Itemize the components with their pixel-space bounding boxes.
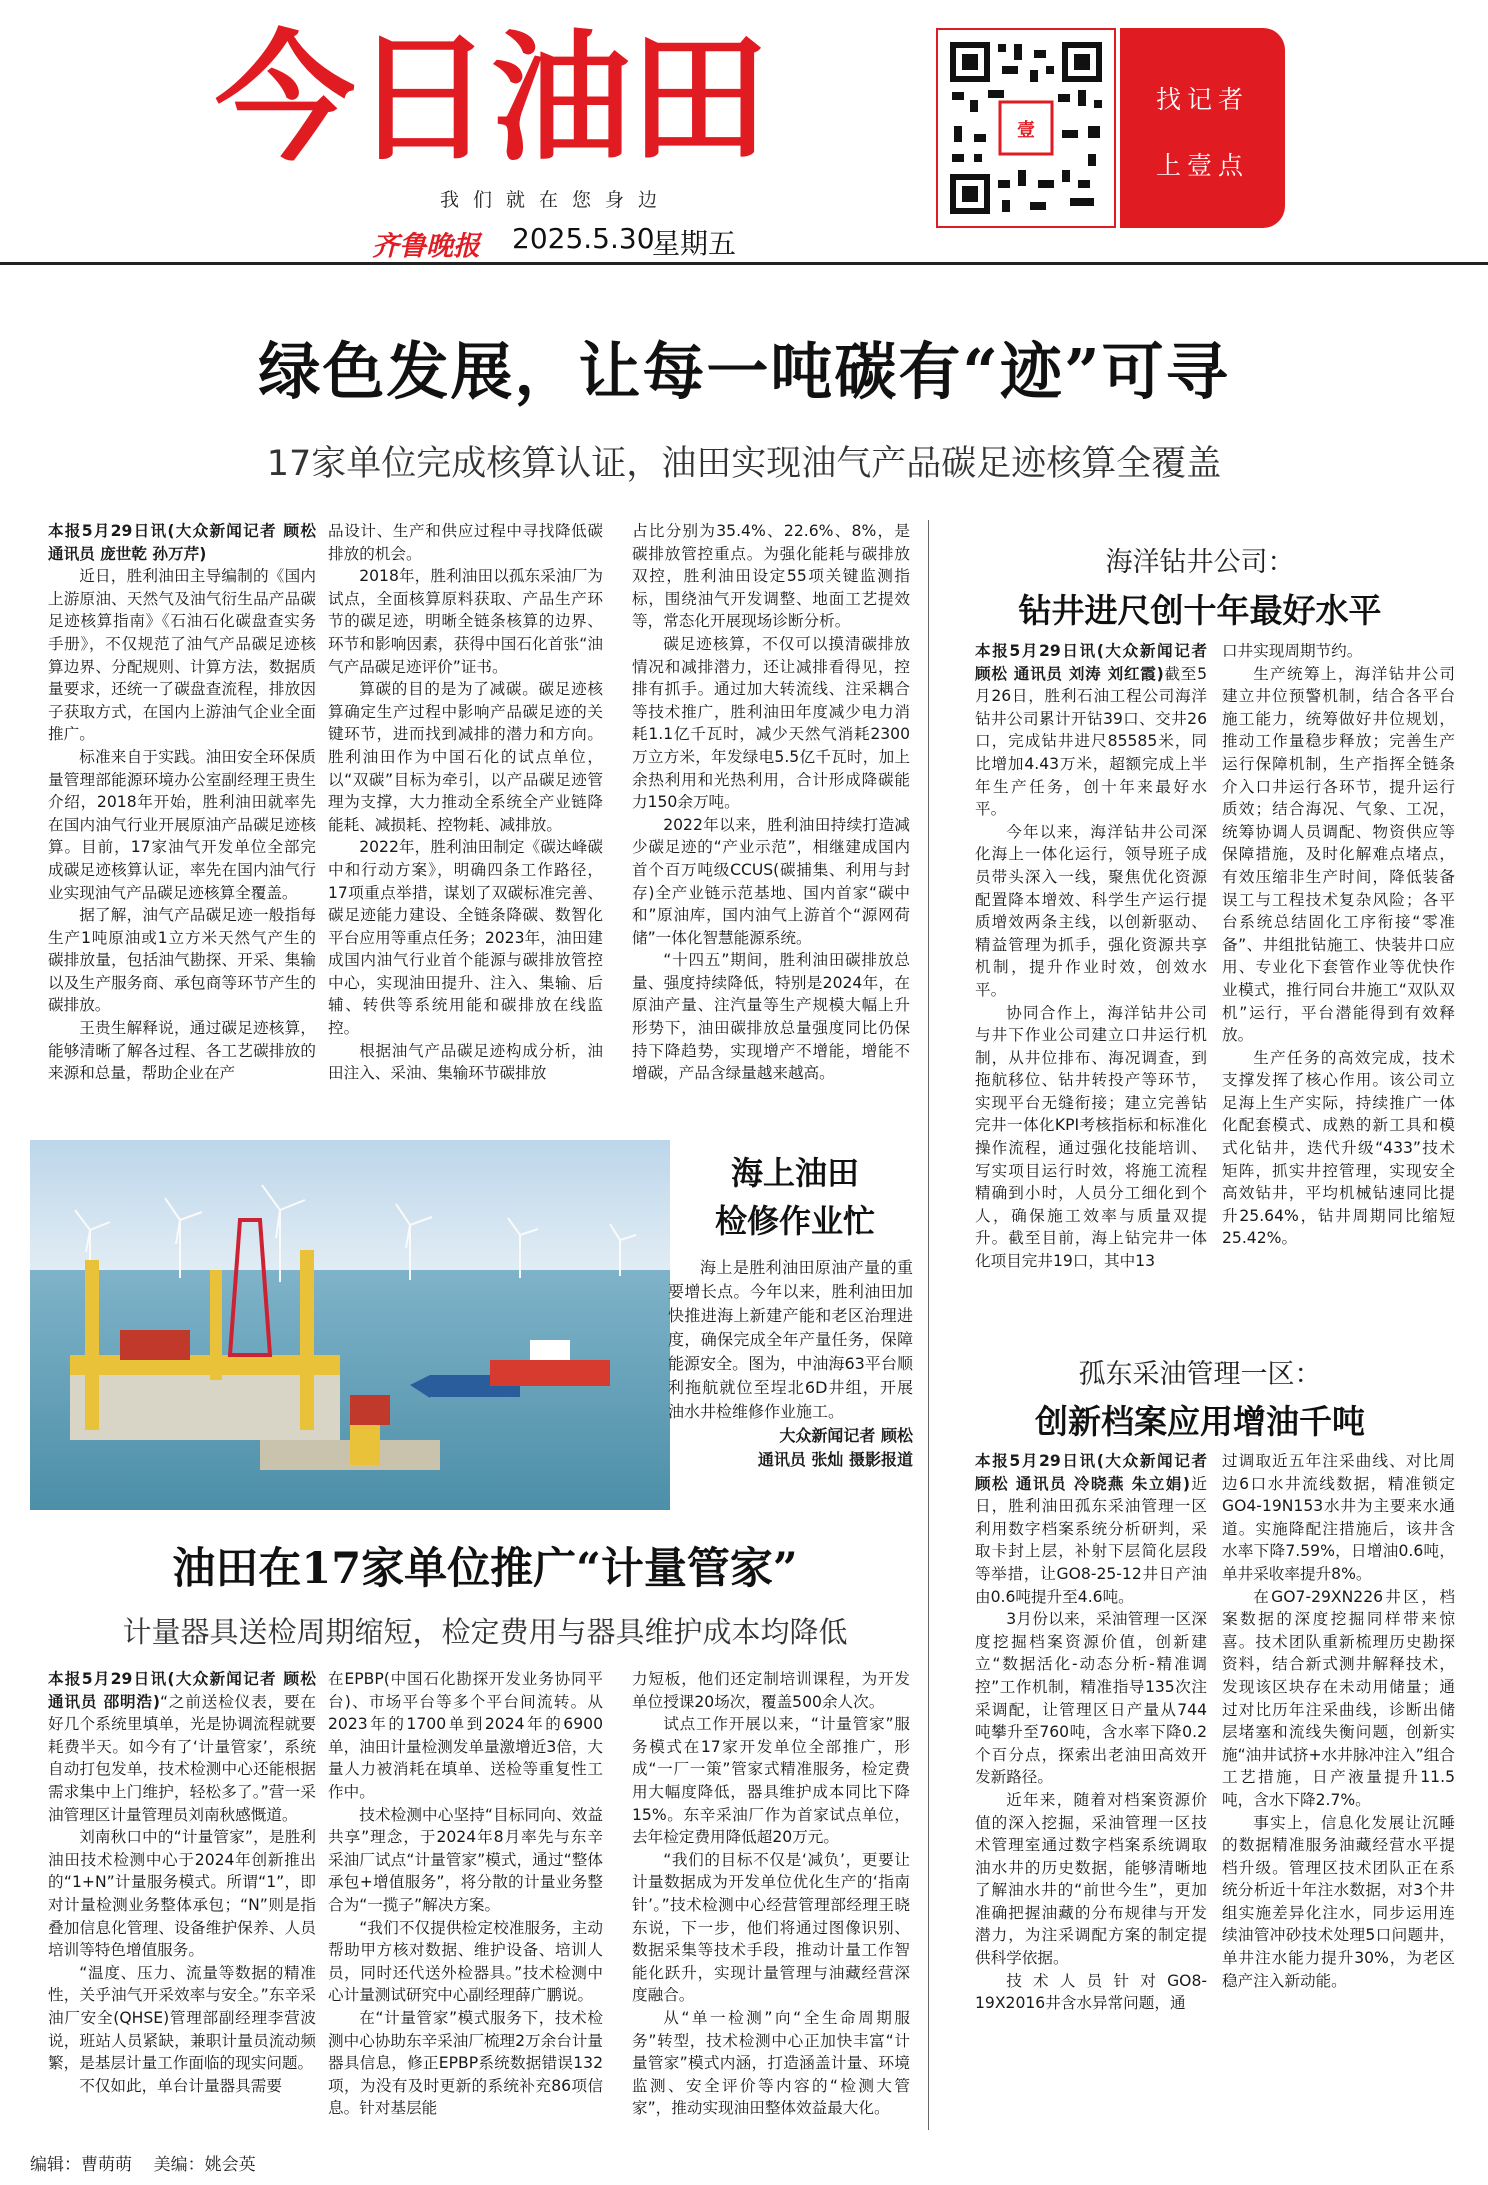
lead-column-1	[48, 520, 316, 1085]
paragraph: 生产任务的高效完成，技术支撑发挥了核心作用。该公司立足海上生产实际，持续推广一体化配套模式、成熟的新工具和模式化钻井，迭代升级“433”技术矩阵，抓实井控管理，实现安全高效钻井，平均机械钻速同比提升25.64%，钻井周期同比缩短25.42%。	[1222, 1048, 1455, 1248]
paragraph: 近日，胜利油田主导编制的《国内上游原油、天然气及油气衍生品产品碳足迹核算指南》《石油石化碳盘查实务手册》，不仅规范了油气产品碳足迹核算边界、分配规则、计算方法，数据质量要求，还统一了碳盘查流程，排放因子获取方式，在国内上游油气企业全面推广。	[48, 567, 316, 744]
paper-name-logo: 齐鲁晚报	[372, 231, 480, 262]
meter-column-2	[328, 1668, 603, 2120]
footer-editor: 编辑：曹萌萌	[30, 2155, 132, 2175]
column-divider	[928, 520, 929, 2130]
lead-subhead: 17家单位完成核算认证，油田实现油气产品碳足迹核算全覆盖	[266, 444, 1222, 484]
paragraph: “十四五”期间，胜利油田碳排放总量、强度持续降低，特别是2024年，在原油产量、注汽量等生产规模大幅上升形势下，油田碳排放总量强度同比仍保持下降趋势，实现增产不增能，增能不增碳，产品含绿量越来越高。	[632, 951, 910, 1083]
paragraph: 3月份以来，采油管理一区深度挖掘档案资源价值，创新建立“数据活化-动态分析-精准调控”工作机制，精准指导135次注采调配，让管理区日产量从744吨攀升至760吨，含水率下降0.2个百分点，探索出老油田高效开发新路径。	[975, 1610, 1207, 1787]
gudong-column-1	[975, 1450, 1207, 2015]
issue-weekday: 星期五	[652, 227, 737, 260]
paragraph: 技术人员针对GO8-19X2016井含水异常问题，通	[975, 1971, 1207, 2013]
paragraph: 2018年，胜利油田以孤东采油厂为试点，全面核算原料获取、产品生产环节的碳足迹，明晰全链条核算的边界、环节和影响因素，获得中国石化首张“油气产品碳足迹评价”证书。	[328, 567, 603, 676]
lead-column-3	[632, 520, 910, 1085]
meter-column-1	[48, 1668, 316, 2097]
paragraph: 在EPBP(中国石化勘探开发业务协同平台)、市场平台等多个平台间流转。从2023年的1700单到2024年的6900单，油田计量检测发单量激增近3倍，大量人力被消耗在填单、送检等重复性工作中。	[328, 1670, 604, 1801]
paragraph: 从“单一检测”向“全生命周期服务”转型，技术检测中心正加快丰富“计量管家”模式内涵，打造涵盖计量、环境监测、安全评价等内容的“检测大管家”，推动实现油田整体效益最大化。	[632, 2008, 910, 2118]
paragraph: 在“计量管家”模式服务下，技术检测中心协助东辛采油厂梳理2万余台计量器具信息，修正EPBP系统数据错误132项，为没有及时更新的系统补充86项信息。针对基层能	[328, 2008, 604, 2118]
offshore-platform-illustration	[30, 1140, 670, 1510]
paragraph: “之前送检仪表，要在好几个系统里填单，光是协调流程就要耗费半天。如今有了‘计量管家’，系统自动打包发单，技术检测中心还能根据需求集中上门维护，轻松多了。”营一采油管理区计量管理员刘南秋感慨道。	[48, 1692, 316, 1824]
paragraph: “我们不仅提供检定校准服务，主动帮助甲方核对数据、维护设备、培训人员，同时还代送外检器具。”技术检测中心计量测试研究中心副经理薛广鹏说。	[328, 1918, 603, 2005]
ocean-title: 钻井进尺创十年最好水平	[1018, 591, 1382, 630]
paragraph: 在GO7-29XN226井区，档案数据的深度挖掘同样带来惊喜。技术团队重新梳理历史勘探资料，结合新式测井解释技术，发现该区块存在未动用储量；通过对比历年注采曲线，诊断出储层堵塞和流线失衡问题，创新实施“油井试挤+水井脉冲注入”组合工艺措施，日产液量提升11.5吨，含水下降2.7%。	[1222, 1587, 1455, 1809]
footer-credits	[30, 2150, 256, 2175]
meter-headline: 油田在17家单位推广“计量管家”	[172, 1544, 798, 1594]
ocean-column-1	[975, 640, 1207, 1273]
paragraph: “温度、压力、流量等数据的精准性，关乎油气开采效率与安全。”东辛采油厂安全(QHSE)管理部副经理李营波说，班站人员紧缺，兼职计量员流动频繁，是基层计量工作面临的现实问题。	[48, 1963, 316, 2073]
footer-designer: 美编：姚会英	[153, 2155, 256, 2175]
meter-subhead: 计量器具送检周期缩短，检定费用与器具维护成本均降低	[122, 1615, 848, 1649]
masthead-title: 今日油田	[215, 18, 768, 181]
photo-caption	[668, 1256, 913, 1472]
paragraph: 协同合作上，海洋钻井公司与井下作业公司建立口井运行机制，从井位排布、海况调查，到拖航移位、钻井转投产等环节，实现平台无缝衔接；建立完善钻完井一体化KPI考核指标和标准化操作流程，通过强化技能培训、写实项目运行时效，将施工流程精确到小时，人员分工细化到个人，确保施工效率与质量双提升。截至目前，海上钻完井一体化项目完井19口，其中13	[975, 1003, 1207, 1271]
photo-credit-2: 通讯员 张灿 摄影报道	[757, 1450, 913, 1469]
qr-code-icon[interactable]	[936, 28, 1116, 228]
paragraph: 刘南秋口中的“计量管家”，是胜利油田技术检测中心于2024年创新推出的“1+N”计量服务模式。所谓“1”，即对计量检测业务整体承包；“N”则是指叠加信息化管理、设备维护保养、人员培训等特色增值服务。	[48, 1828, 316, 1960]
issue-date: 2025.5.30	[512, 222, 655, 255]
photo-caption-text: 海上是胜利油田原油产量的重要增长点。今年以来，胜利油田加快推进海上新建产能和老区治理进度，确保完成全年产量任务，保障能源安全。图为，中油海63平台顺利拖航就位至埕北6D井组，开展油水井检维修作业施工。	[668, 1258, 913, 1421]
paragraph: 近日，胜利油田孤东采油管理一区利用数字档案系统分析研判，采取卡封上层，补射下层简化层段等举措，让GO8-25-12井日产油由0.6吨提升至4.6吨。	[975, 1474, 1207, 1606]
paragraph: 技术检测中心坚持“目标同向、效益共享”理念，于2024年8月率先与东辛采油厂试点“计量管家”模式，通过“整体承包+增值服务”，将分散的计量业务整合为“一揽子”解决方案。	[328, 1805, 603, 1914]
paragraph: 今年以来，海洋钻井公司深化海上一体化运行，领导班子成员带头深入一线，聚焦优化资源配置降本增效、科学生产运行提质增效两条主线，以创新驱动、精益管理为抓手，强化资源共享机制，提升作业时效，创效水平。	[975, 822, 1207, 999]
paragraph: 力短板，他们还定制培训课程，为开发单位授课20场次，覆盖500余人次。	[632, 1670, 910, 1711]
photo-title-line-1: 海上油田	[730, 1154, 859, 1192]
paragraph: 标准来自于实践。油田安全环保质量管理部能源环境办公室副经理王贵生介绍，2018年开始，胜利油田就率先在国内油气行业开展原油产品碳足迹核算。目前，17家油气开发单位全部完成碳足迹核算认证，率先在国内油气行业实现油气产品碳足迹核算全覆盖。	[48, 747, 316, 902]
paragraph: 据了解，油气产品碳足迹一般指每生产1吨原油或1立方米天然气产生的碳排放量，包括油气勘探、开采、集输以及生产服务商、承包商等环节产生的碳排放。	[48, 906, 316, 1015]
paragraph: 截至5月26日，胜利石油工程公司海洋钻井公司累计开钻39口、交井26口，完成钻井进尺85585米，同比增加4.43万米，超额完成上半年生产任务，创十年来最好水平。	[975, 664, 1208, 819]
paragraph: 2022年以来，胜利油田持续打造减少碳足迹的“产业示范”，相继建成国内首个百万吨级CCUS(碳捕集、利用与封存)全产业链示范基地、国内首家“碳中和”原油库，国内油气上游首个“源网荷储”一体化智慧能源系统。	[632, 815, 910, 947]
paragraph: 生产统筹上，海洋钻井公司建立井位预警机制，结合各平台施工能力，统筹做好井位规划，推动工作量稳步释放；完善生产运行保障机制，生产指挥全链条介入口井运行各环节，提升运行质效；结合海况、气象、工况，统筹协调人员调配、物资供应等保障措施，及时化解难点堵点，有效压缩非生产时间，降低装备误工与工程技术复杂风险；各平台系统总结固化工序衔接“零准备”、井组批钻施工、快装井口应用、专业化下套管作业等优快作业模式，推行同台井施工“双队双机”运行，平台潜能得到有效释放。	[1222, 664, 1455, 1045]
lead-byline: 本报5月29日讯(大众新闻记者 顾松 通讯员 庞世乾 孙万芹)	[48, 522, 316, 563]
paragraph: 2022年，胜利油田制定《碳达峰碳中和行动方案》，明确四条工作路径，17项重点举措，谋划了双碳标准完善、碳足迹能力建设、全链条降碳、数智化平台应用等重点任务；2023年，油田建成国内油气行业首个能源与碳排放管控中心，实现油田提升、注入、集输、后辅、转供等系统用能和碳排放在线监控。	[328, 838, 603, 1038]
meter-column-3	[632, 1668, 910, 2120]
gudong-byline: 本报5月29日讯(大众新闻记者 顾松 通讯员 冷晓燕 朱立娟)	[975, 1452, 1207, 1493]
lead-column-2	[328, 520, 603, 1085]
photo-credit-1: 大众新闻记者 顾松	[779, 1426, 913, 1445]
qr-code-graphic	[938, 30, 1114, 226]
gudong-column-2	[1222, 1450, 1455, 1992]
svg-text:壹: 壹	[1017, 120, 1035, 141]
paragraph: 算碳的目的是为了减碳。碳足迹核算确定生产过程中影响产品碳足迹的关键环节，进而找到减排的潜力和方向。胜利油田作为中国石化的试点单位，以“双碳”目标为牵引，以产品碳足迹管理为支撑，大力推动全系统全产业链降能耗、减损耗、控物耗、减排放。	[328, 680, 603, 834]
paragraph: 品设计、生产和供应过程中寻找降低碳排放的机会。	[328, 522, 603, 563]
paragraph: 口井实现周期节约。	[1222, 642, 1363, 660]
gudong-title: 创新档案应用增油千吨	[1035, 1402, 1365, 1441]
ocean-column-2	[1222, 640, 1455, 1250]
tag-line-2: 上壹点	[1155, 151, 1249, 180]
paragraph: 过调取近五年注采曲线、对比周边6口水井流线数据，精准锁定GO4-19N153水井为主要来水通道。实施降配注措施后，该井含水率下降7.59%，日增油0.6吨，单井采收率提升8%。	[1222, 1452, 1455, 1583]
paragraph: 根据油气产品碳足迹构成分析，油田注入、采油、集输环节碳排放	[328, 1041, 603, 1083]
gudong-kicker: 孤东采油管理一区：	[1078, 1359, 1322, 1390]
paragraph: “我们的目标不仅是‘减负’，更要让计量数据成为开发单位优化生产的‘指南针’。”技术检测中心经营管理部经理王晓东说，下一步，他们将通过图像识别、数据采集等技术手段，推动计量工作智能化跃升，实现计量管理与油藏经营深度融合。	[632, 1850, 910, 2005]
paragraph: 不仅如此，单台计量器具需要	[79, 2076, 282, 2095]
masthead-slogan: 我们就在您身边	[440, 189, 672, 211]
paragraph: 碳足迹核算，不仅可以摸清碳排放情况和减排潜力，还让减排看得见，控排有抓手。通过加大转流线、注采耦合等技术推广，胜利油田年度减少电力消耗1.1亿千瓦时，减少天然气消耗2300万立方米，年发绿电5.5亿千瓦时，加上余热利用和光热利用，合计形成降碳能力150余万吨。	[632, 634, 910, 812]
meter-byline: 本报5月29日讯(大众新闻记者 顾松 通讯员 邵明浩)	[48, 1670, 316, 1711]
paragraph: 试点工作开展以来，“计量管家”服务模式在17家开发单位全部推广，形成“一厂一策”管家式精准服务，检定费用大幅度降低，器具维护成本同比下降15%。东辛采油厂作为首家试点单位，去年检定费用降低超20万元。	[632, 1715, 910, 1847]
ocean-kicker: 海洋钻井公司：	[1105, 547, 1295, 578]
reporter-hotline-tag[interactable]	[1120, 28, 1285, 228]
paragraph: 事实上，信息化发展让沉睡的数据精准服务油藏经营水平提档升级。管理区技术团队正在系统分析近十年注水数据，对3个井组实施差异化注水，同步运用连续油管冲砂技术处理5口问题井，单井注水能力提升30%，为老区稳产注入新动能。	[1222, 1813, 1455, 1990]
paragraph: 王贵生解释说，通过碳足迹核算，能够清晰了解各过程、各工艺碳排放的来源和总量，帮助企业在产	[48, 1019, 316, 1083]
masthead-divider	[0, 262, 1488, 265]
lead-headline: 绿色发展，让每一吨碳有“迹”可寻	[258, 335, 1230, 408]
paragraph: 近年来，随着对档案资源价值的深入挖掘，采油管理一区技术管理室通过数字档案系统调取油水井的历史数据，能够清晰地了解油水井的“前世今生”，更加准确把握油藏的分布规律与开发潜力，为注采调配方案的制定提供科学依据。	[975, 1790, 1207, 1968]
tag-line-1: 找记者	[1155, 85, 1249, 114]
photo-title-line-2: 检修作业忙	[714, 1202, 875, 1240]
paragraph: 占比分别为35.4%、22.6%、8%，是碳排放管控重点。为强化能耗与碳排放双控，胜利油田设定55项关键监测指标，围绕油气开发调整、地面工艺提效等，常态化开展现场诊断分析。	[632, 522, 910, 631]
ocean-byline: 本报5月29日讯(大众新闻记者 顾松 通讯员 刘涛 刘红霞)	[975, 642, 1207, 683]
offshore-platform-photo	[30, 1140, 670, 1510]
